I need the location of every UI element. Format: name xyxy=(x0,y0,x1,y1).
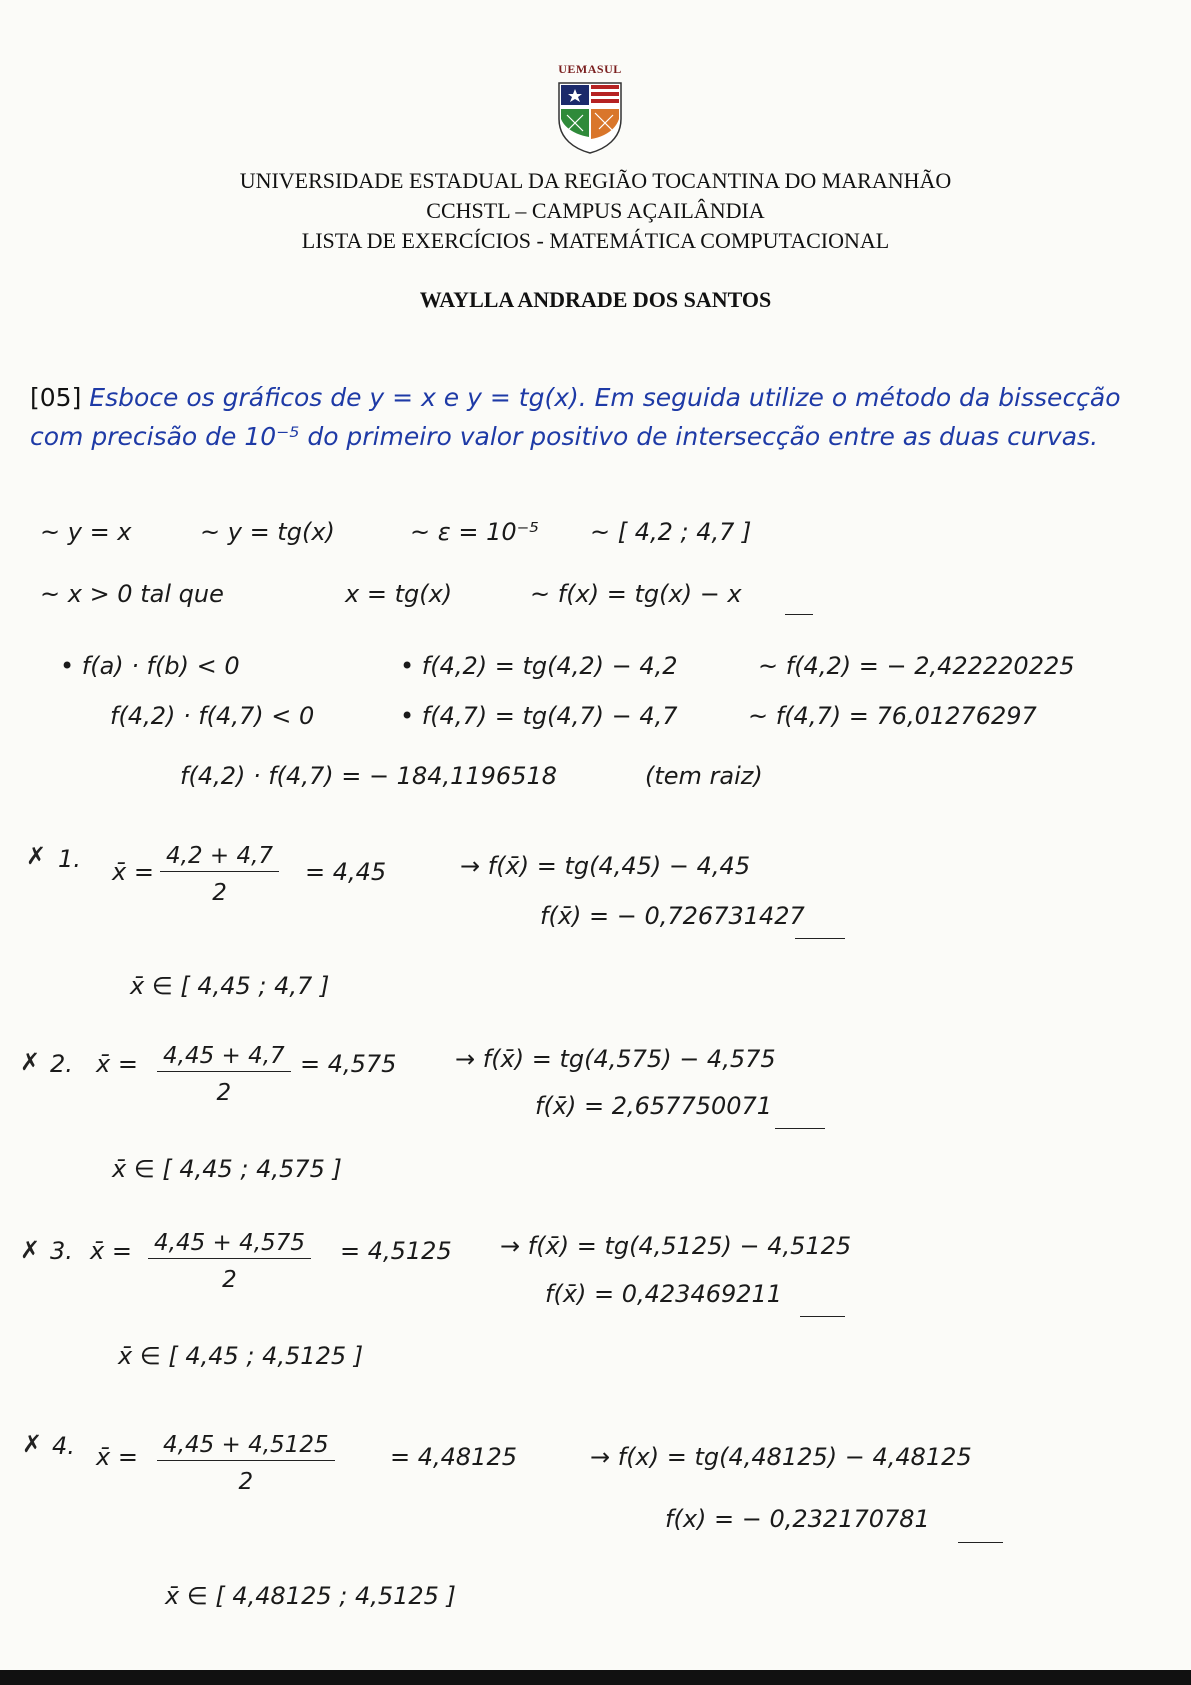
problem-text: Esboce os gráficos de y = x e y = tg(x). Em seguida utilize o método da bissecção com precisão de 10⁻⁵ do primeiro valor positivo de intersecção entre as duas curvas. xyxy=(30,383,1121,451)
university-logo xyxy=(550,62,630,155)
f-expression: → f(x̄) = tg(4,575) − 4,575 xyxy=(455,1045,776,1073)
setup-equation: x = tg(x) xyxy=(345,580,453,608)
checkmark-icon: ✗ xyxy=(20,1236,41,1264)
scan-border xyxy=(0,1670,1191,1685)
fraction-numerator: 4,2 + 4,7 xyxy=(160,843,279,872)
f-value: f(x̄) = 0,423469211 xyxy=(545,1280,783,1308)
xbar-label: x̄ = xyxy=(90,1237,132,1265)
midpoint-result: = 4,48125 xyxy=(390,1443,517,1471)
f-value: f(x) = − 0,232170781 xyxy=(665,1505,930,1533)
fraction-numerator: 4,45 + 4,7 xyxy=(157,1043,291,1072)
iteration-label: 4. xyxy=(52,1432,75,1460)
setup-function: ~ f(x) = tg(x) − x xyxy=(530,580,742,608)
student-name: WAYLLA ANDRADE DOS SANTOS xyxy=(419,287,772,312)
bolzano-check: f(4,2) · f(4,7) < 0 xyxy=(110,702,315,730)
new-interval: x̄ ∈ [ 4,45 ; 4,7 ] xyxy=(130,972,330,1000)
checkmark-icon: ✗ xyxy=(22,1430,43,1458)
underline-mark xyxy=(958,1542,1003,1543)
problem-tag: [05] xyxy=(30,383,82,412)
midpoint-result: = 4,575 xyxy=(300,1050,397,1078)
underline-mark xyxy=(795,938,845,939)
midpoint-fraction xyxy=(160,843,279,906)
xbar-label: x̄ = xyxy=(112,858,154,886)
checkmark-icon: ✗ xyxy=(20,1048,41,1076)
checkmark-icon: ✗ xyxy=(26,842,47,870)
midpoint-fraction xyxy=(148,1230,311,1293)
f-value: f(x̄) = 2,657750071 xyxy=(535,1092,773,1120)
setup-eps: ~ ε = 10⁻⁵ xyxy=(410,518,539,546)
midpoint-result: = 4,5125 xyxy=(340,1237,452,1265)
fb-expression: • f(4,7) = tg(4,7) − 4,7 xyxy=(400,702,678,730)
new-interval: x̄ ∈ [ 4,48125 ; 4,5125 ] xyxy=(165,1582,456,1610)
product-value: f(4,2) · f(4,7) = − 184,1196518 xyxy=(180,762,558,790)
bolzano-condition: • f(a) · f(b) < 0 xyxy=(60,652,240,680)
fa-value: ~ f(4,2) = − 2,422220225 xyxy=(758,652,1075,680)
new-interval: x̄ ∈ [ 4,45 ; 4,5125 ] xyxy=(118,1342,364,1370)
list-title: LISTA DE EXERCÍCIOS - MATEMÁTICA COMPUTACIONAL xyxy=(301,228,890,253)
fraction-denominator: 2 xyxy=(238,1469,254,1495)
setup-interval: ~ [ 4,2 ; 4,7 ] xyxy=(590,518,752,546)
setup-fn1: ~ y = x xyxy=(40,518,132,546)
underline-mark xyxy=(785,614,813,615)
iteration-label: 2. xyxy=(50,1050,73,1078)
midpoint-fraction xyxy=(157,1432,335,1495)
product-note: (tem raiz) xyxy=(645,762,763,790)
logo-shield-icon xyxy=(555,79,625,155)
underline-mark xyxy=(800,1316,845,1317)
university-name: UNIVERSIDADE ESTADUAL DA REGIÃO TOCANTINA DO MARANHÃO xyxy=(239,168,952,193)
logo-text: UEMASUL xyxy=(558,62,622,76)
fraction-denominator: 2 xyxy=(216,1080,232,1106)
iteration-label: 1. xyxy=(58,845,81,873)
f-expression: → f(x̄) = tg(4,45) − 4,45 xyxy=(460,852,751,880)
xbar-label: x̄ = xyxy=(96,1443,138,1471)
fraction-numerator: 4,45 + 4,5125 xyxy=(157,1432,335,1461)
f-expression: → f(x̄) = tg(4,5125) − 4,5125 xyxy=(500,1232,852,1260)
fa-expression: • f(4,2) = tg(4,2) − 4,2 xyxy=(400,652,678,680)
midpoint-result: = 4,45 xyxy=(305,858,387,886)
fraction-denominator: 2 xyxy=(212,880,227,906)
fraction-denominator: 2 xyxy=(222,1267,237,1293)
setup-condition: ~ x > 0 tal que xyxy=(40,580,224,608)
f-expression: → f(x) = tg(4,48125) − 4,48125 xyxy=(590,1443,972,1471)
f-value: f(x̄) = − 0,726731427 xyxy=(540,902,805,930)
fb-value: ~ f(4,7) = 76,01276297 xyxy=(748,702,1037,730)
new-interval: x̄ ∈ [ 4,45 ; 4,575 ] xyxy=(112,1155,342,1183)
problem-statement xyxy=(30,378,1160,456)
campus-name: CCHSTL – CAMPUS AÇAILÂNDIA xyxy=(426,198,765,223)
setup-fn2: ~ y = tg(x) xyxy=(200,518,335,546)
fraction-numerator: 4,45 + 4,575 xyxy=(148,1230,311,1259)
xbar-label: x̄ = xyxy=(96,1050,138,1078)
iteration-label: 3. xyxy=(50,1237,73,1265)
midpoint-fraction xyxy=(157,1043,291,1106)
underline-mark xyxy=(775,1128,825,1129)
